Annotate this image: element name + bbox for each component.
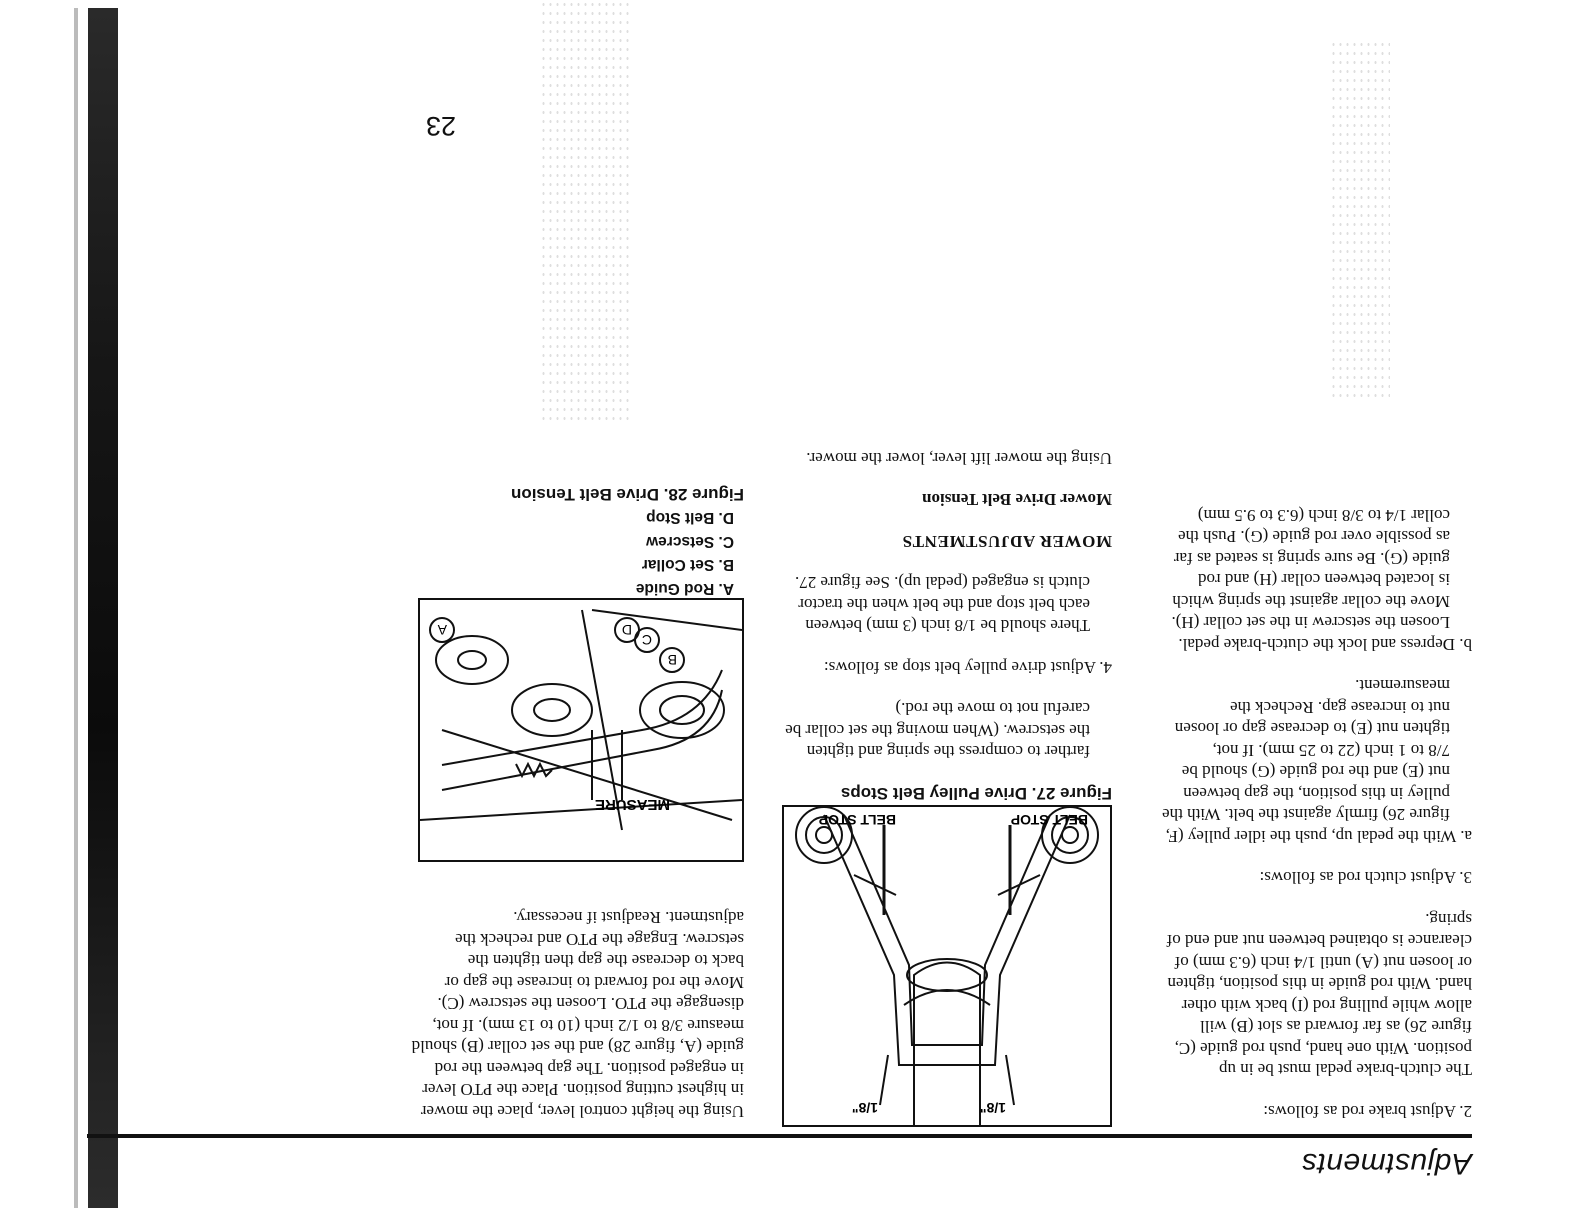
drive-belt-tension-illustration: [420, 600, 742, 860]
belt-stop-label-right: BELT STOP: [1010, 812, 1088, 828]
figure-28: [418, 598, 744, 862]
legend-item-a: A. Rod Guide: [635, 580, 734, 597]
item-4-body: There should be 1/8 inch (3 mm) between each belt stop and the belt when the tractor clutch is engaged (pedal up). See figure 27.: [794, 573, 1090, 636]
gap-label-right: 1/8": [979, 1100, 1006, 1116]
callout-d: D: [621, 622, 632, 638]
belt-stops-illustration: [784, 807, 1110, 1125]
page-number: 23: [425, 111, 456, 141]
column-middle: [782, 428, 1112, 805]
section-title: Adjustments: [1301, 1147, 1472, 1180]
legend-item-b: B. Set Collar: [641, 556, 734, 574]
callout-c: C: [641, 632, 652, 648]
callout-a: A: [437, 622, 447, 638]
lift-lever-paragraph: Using the mower lift lever, lower the mower.: [806, 449, 1112, 468]
item-2-intro: 2. Adjust brake rod as follows:: [1263, 1102, 1472, 1121]
item-4-intro: 4. Adjust drive pulley belt stop as follows:: [823, 658, 1112, 677]
mower-drive-belt-tension-heading: Mower Drive Belt Tension: [922, 490, 1112, 510]
item-3a: a. With the pedal up, push the idler pulley (F, figure 26) firmly against the belt. With the pulley in this position, the gap between nut (E) and the rod guide (G) should be 7/8 to 1 inch (22 to 25 mm). If not, tighten nut (E) to decrease gap or loosen nut to increase gap. Recheck the measurement.: [1162, 676, 1472, 846]
item-2-body: The clutch-brake pedal must be in up position. With one hand, push rod guide (C, figure 26) as far forward as slot (B) will allow while pulling rod (I) back with other hand. With rod guide in this position, tighten or loosen nut (A) until 1/4 inch (6.3 mm) of clearance is obtained between nut and end of spring.: [1166, 910, 1472, 1080]
column-left: [1162, 485, 1472, 1123]
gap-label-left: 1/8": [851, 1100, 878, 1116]
belt-stop-label-left: BELT STOP: [818, 812, 896, 828]
figure-28-legend-block: [409, 464, 744, 600]
page-header: [87, 1134, 1472, 1204]
legend-item-c: C. Setscrew: [646, 533, 734, 550]
figure-27-caption: Figure 27. Drive Pulley Belt Stops: [840, 784, 1112, 803]
callout-b: B: [667, 652, 677, 668]
item-3-intro: 3. Adjust clutch rod as follows:: [1259, 868, 1472, 888]
legend-item-d: D. Belt Stop: [646, 509, 734, 527]
column-right: [409, 887, 744, 1122]
mower-adjustments-heading: MOWER ADJUSTMENTS: [902, 532, 1112, 551]
figure-27: [782, 805, 1112, 1127]
item-3b-continued: farther to compress the spring and tighten the setscrew. (When moving the set collar be careful not to move the rod.): [785, 699, 1090, 762]
figure-28-caption: Figure 28. Drive Belt Tension: [510, 485, 744, 504]
item-3b: b. Depress and lock the clutch-brake pedal. Loosen the setscrew in the set collar (H). Move the collar against the spring which is located between collar (H) and rod guide (G). Be sure spring is seated as far as possible over rod guide (G). Push the collar 1/4 to 3/8 inch (6.3 to 9.5 mm): [1171, 506, 1472, 654]
height-control-paragraph: Using the height control lever, place the mower in highest cutting position. Place the PTO lever in engaged position. The gap between the rod guide (A, figure 28) and the set collar (B) should measure 3/8 to 1/2 inch (10 to 13 mm). If not, disengage the PTO. Loosen the setscrew (C). Move the rod forward to increase the gap or back to decrease the gap then tighten the setscrew. Engage the PTO and recheck the adjustment. Readjust if necessary.: [411, 908, 744, 1121]
figure-28-legend: [409, 507, 744, 599]
measure-label: MEASURE: [594, 796, 670, 813]
